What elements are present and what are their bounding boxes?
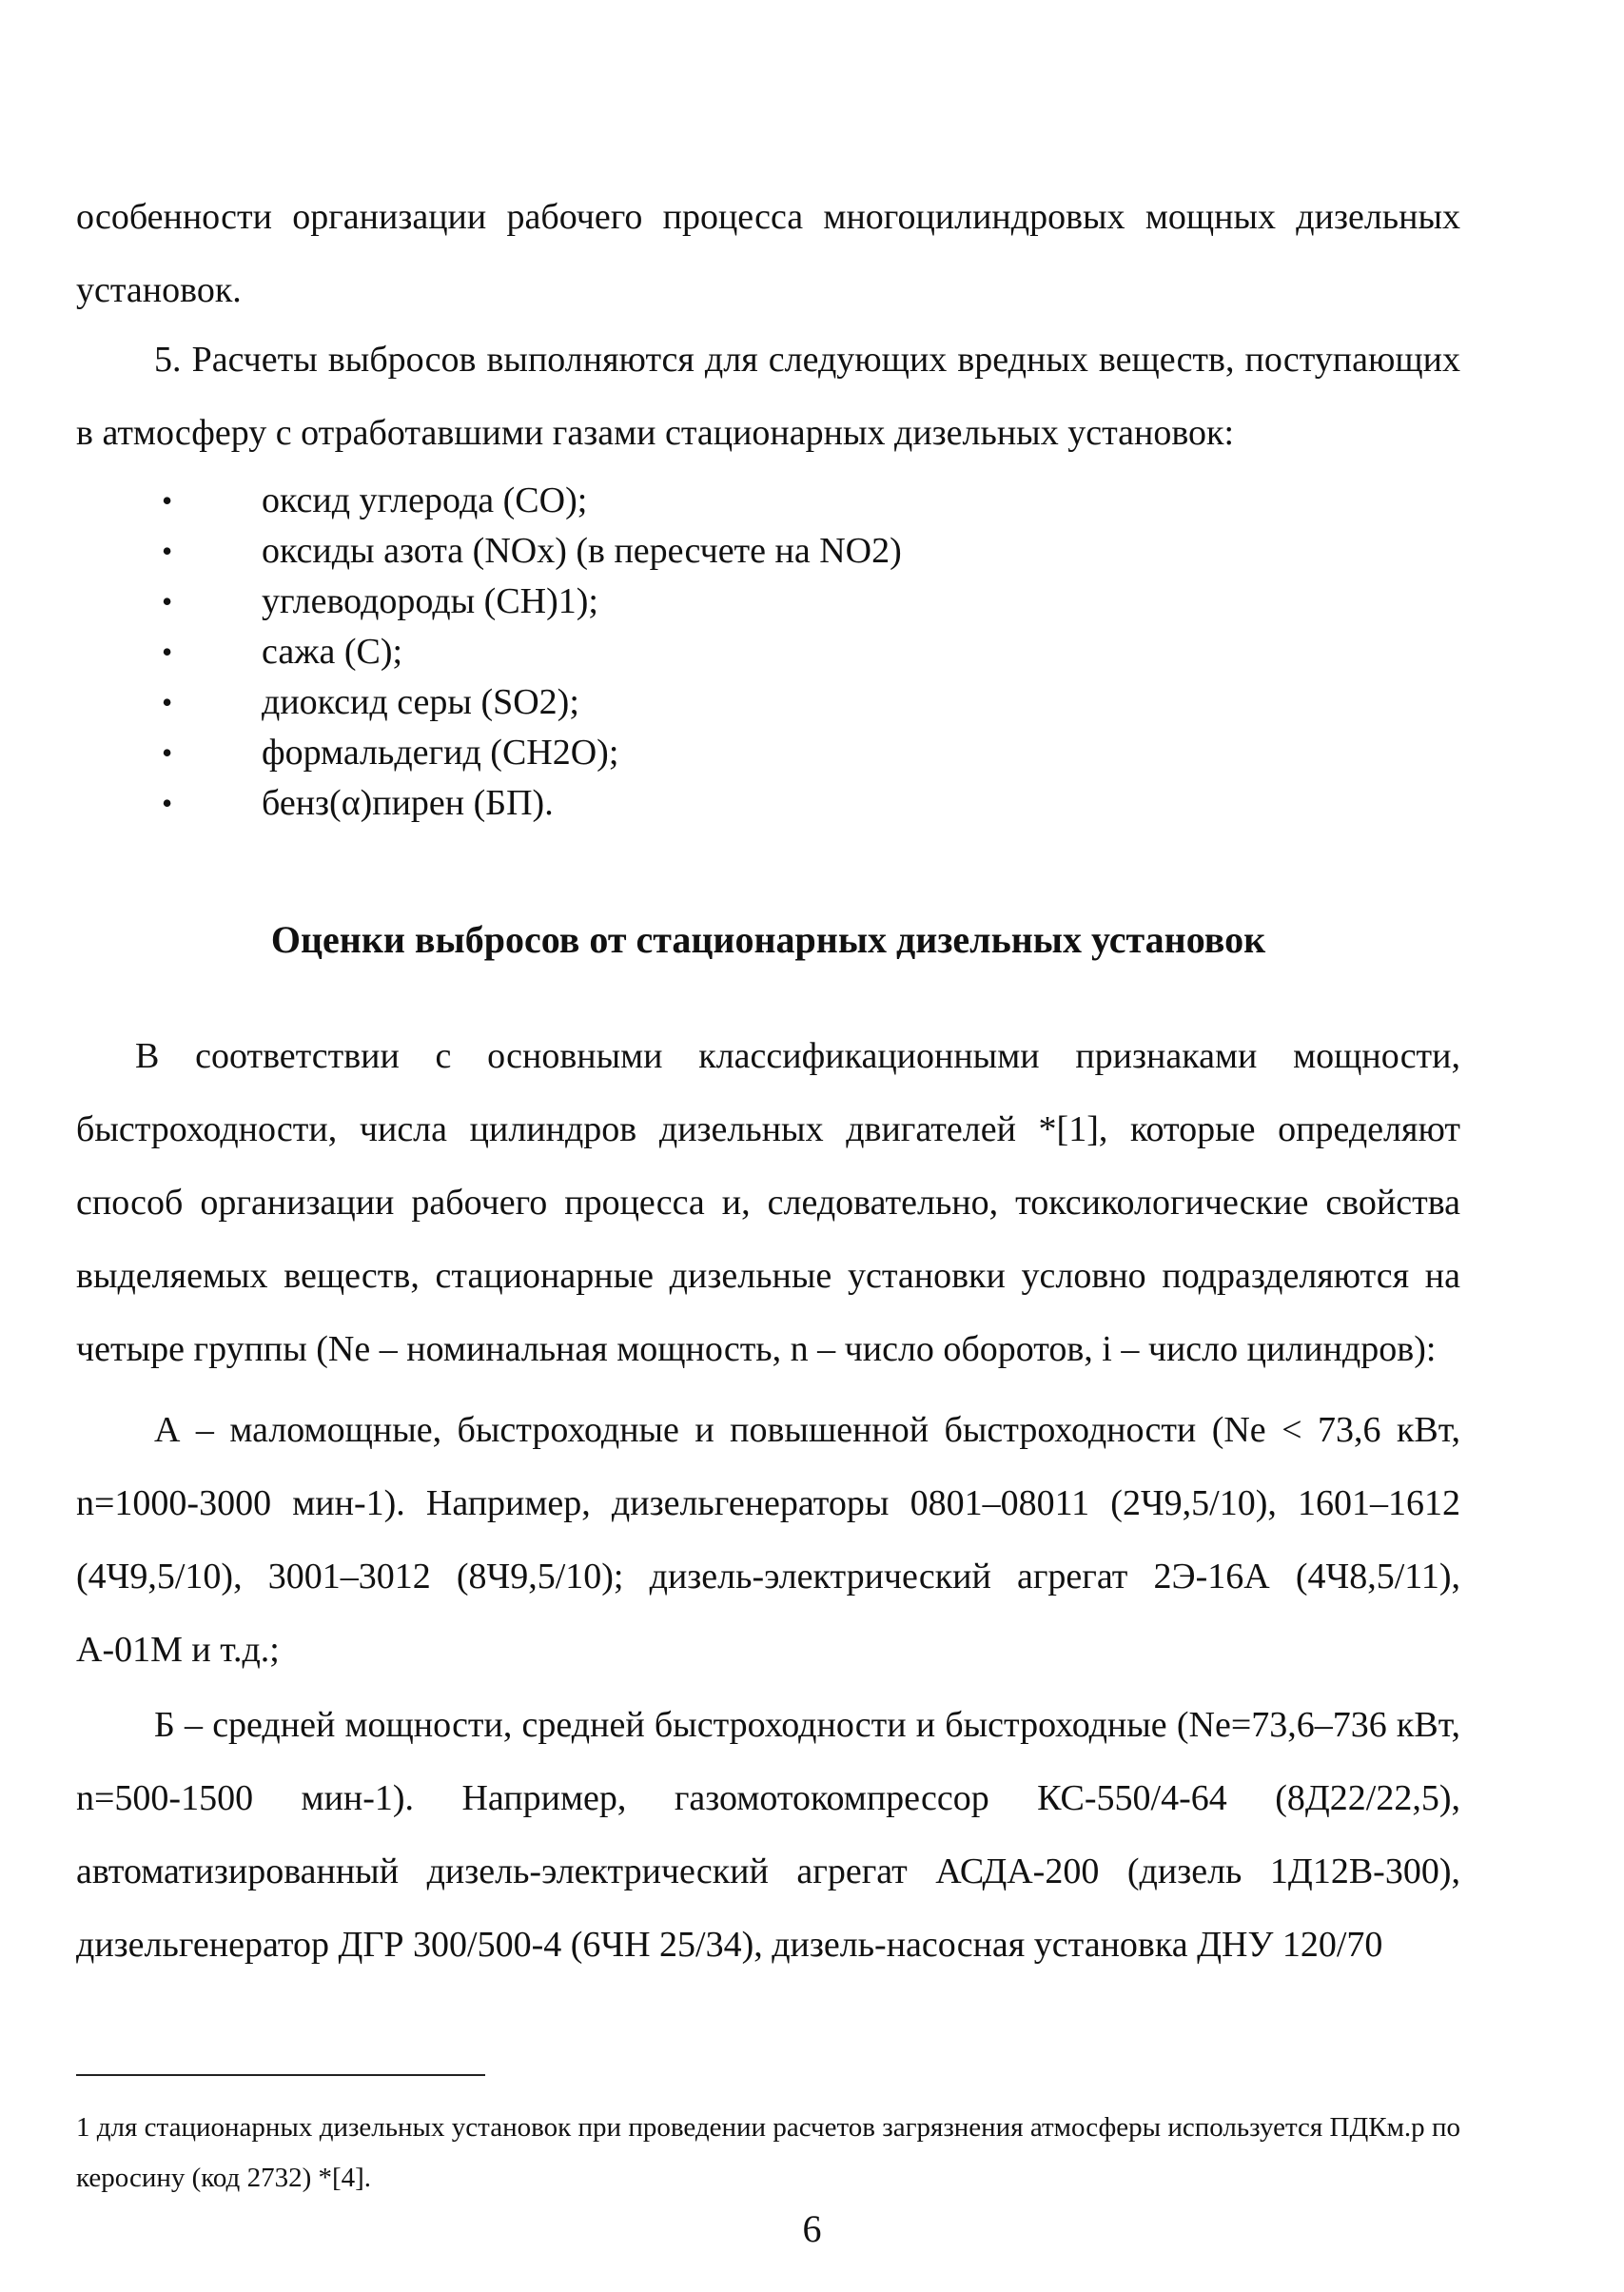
paragraph-classification: В соответствии с основными классификационными признаками мощности, быстроходности, числа цилиндров дизельных двигателей *[1], которые определяют способ организации рабочего процесса и, следовательно, токсикологические свойства выделяемых веществ, стационарные дизельные установки условно подразделяются на четыре группы (Ne – номинальная мощность, n – число оборотов, i – число цилиндров):	[76, 1036, 1460, 1369]
list-item: • оксид углерода (CO);	[162, 476, 902, 526]
paragraph-group-a: А – маломощные, быстроходные и повышенной быстроходности (Ne < 73,6 кВт, n=1000-3000 мин-1). Например, дизельгенераторы 0801–08011 (2Ч9,5/10), 1601–1612 (4Ч9,5/10), 3001–3012 (8Ч9,5/10); дизель-электрический агрегат 2Э-16А (4Ч8,5/11), А-01М и т.д.;	[76, 1410, 1460, 1670]
section-heading: Оценки выбросов от стационарных дизельных установок	[270, 918, 1266, 961]
list-item: • оксиды азота (NOx) (в пересчете на NO2)	[162, 526, 902, 577]
list-item: • углеводороды (CH)1);	[162, 577, 902, 627]
list-item: • диоксид серы (SO2);	[162, 677, 902, 728]
footnote: 1 для стационарных дизельных установок при проведении расчетов загрязнения атмосферы используется ПДКм.р по керосину (код 2732) *[4].	[76, 2112, 1460, 2193]
list-item: • формальдегид (CH2O);	[162, 728, 902, 778]
list-item: • сажа (C);	[162, 627, 902, 677]
page-number: 6	[802, 2207, 822, 2250]
paragraph-group-b: Б – средней мощности, средней быстроходности и быстроходные (Ne=73,6–736 кВт, n=500-1500 мин-1). Например, газомотокомпрессор КС-550/4-64 (8Д22/22,5), автоматизированный дизель-электрический агрегат АСДА-200 (дизель 1Д12В-300), дизельгенератор ДГР 300/500-4 (6ЧН 25/34), дизель-насосная установка ДНУ 120/70	[76, 1705, 1460, 1965]
paragraph-continuation: особенности организации рабочего процесса многоцилиндровых мощных дизельных установок.	[76, 197, 1460, 310]
paragraph-item-5: 5. Расчеты выбросов выполняются для следующих вредных веществ, поступающих в атмосферу с отработавшими газами стационарных дизельных установок:	[76, 340, 1460, 453]
pollutant-list	[162, 476, 902, 829]
footnote-divider	[76, 2074, 485, 2076]
list-item: • бенз(α)пирен (БП).	[162, 778, 902, 829]
